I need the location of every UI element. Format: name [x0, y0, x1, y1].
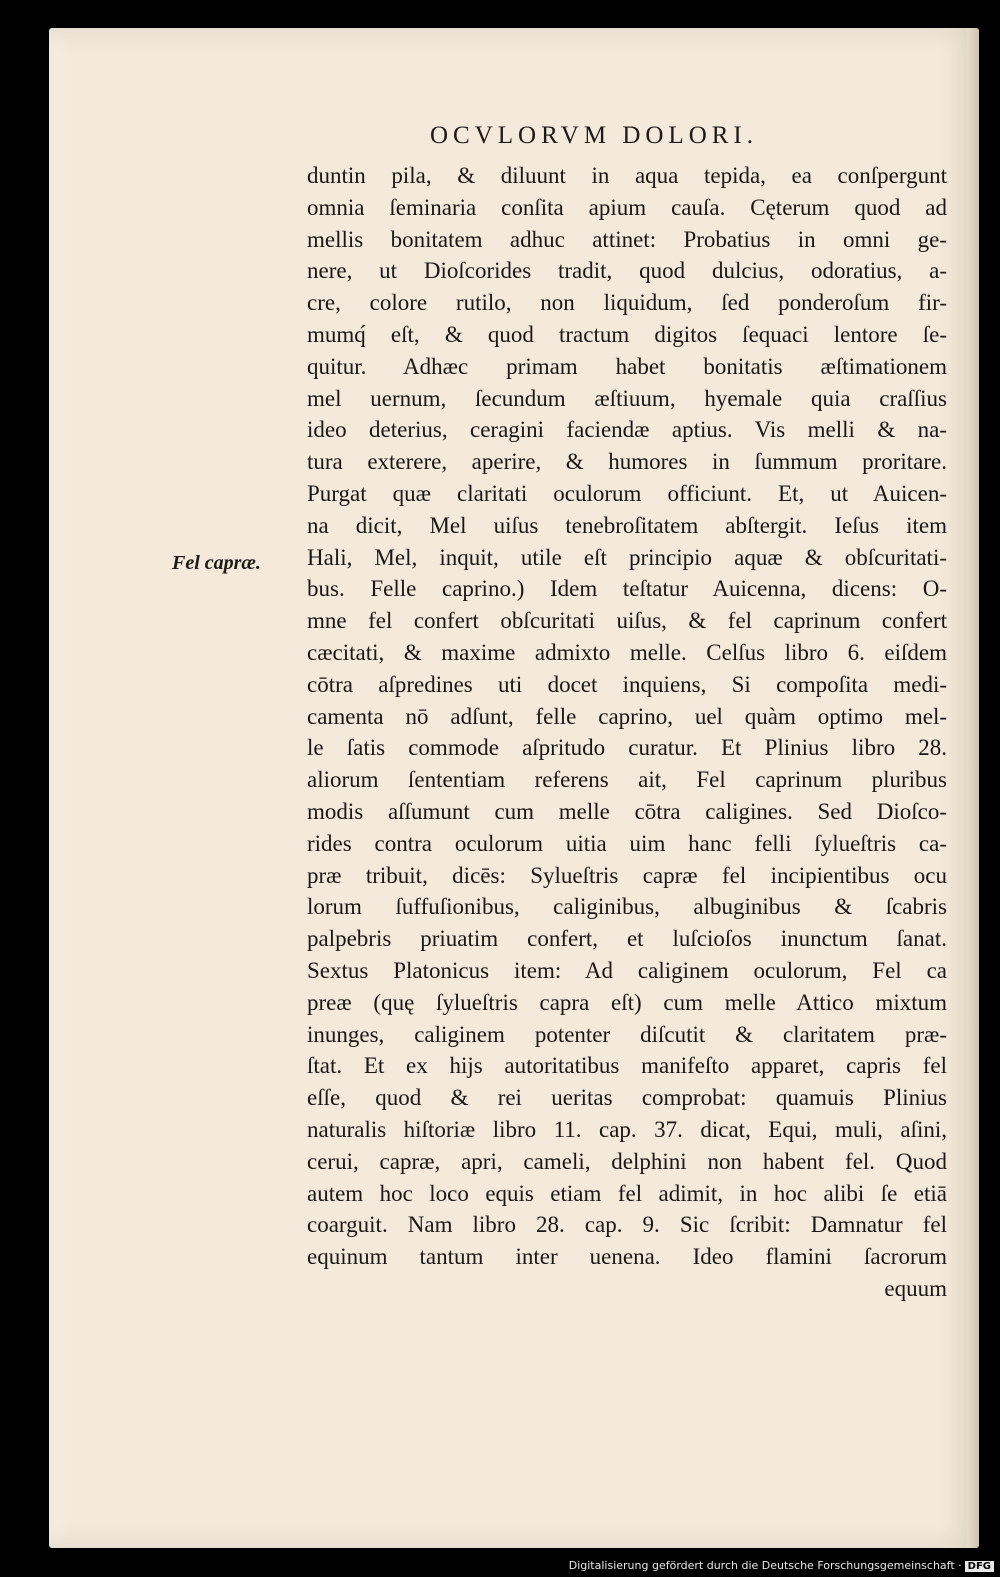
text-line: cre, colore rutilo, non liquidum, ſed ponderoſum fir- [307, 290, 947, 316]
body-text [307, 160, 947, 1305]
text-line: preæ (quę ſylueſtris capra eſt) cum melle Attico mixtum [307, 989, 947, 1015]
text-line: coarguit. Nam libro 28. cap. 9. Sic ſcribit: Damnatur fel [307, 1212, 947, 1238]
text-line: aliorum ſententiam referens ait, Fel caprinum pluribus [307, 767, 947, 793]
text-line: palpebris priuatim confert, et luſcioſos inunctum ſanat. [307, 926, 947, 952]
running-head: OCVLORVM DOLORI. [430, 122, 758, 149]
text-line: lorum ſuffuſionibus, caliginibus, albuginibus & ſcabris [307, 894, 947, 920]
text-line: na dicit, Mel uiſus tenebroſitatem abſtergit. Ieſus item [307, 512, 947, 538]
text-line: mellis bonitatem adhuc attinet: Probatius in omni ge- [307, 226, 947, 252]
text-line: mel uernum, ſecundum æſtiuum, hyemale quia craſſius [307, 385, 947, 411]
credit-text: Digitalisierung gefördert durch die Deutsche Forschungsgemeinschaft · [568, 1559, 962, 1572]
text-line: omnia ſeminaria conſita apium cauſa. Cęterum quod ad [307, 194, 947, 220]
text-line: tura exterere, aperire, & humores in ſummum proritare. [307, 449, 947, 475]
text-line: autem hoc loco equis etiam fel adimit, in hoc alibi ſe etiā [307, 1180, 947, 1206]
text-line: Hali, Mel, inquit, utile eſt principio aquæ & obſcuritati- [307, 544, 947, 570]
text-line: camenta nō adſunt, felle caprino, uel quàm optimo mel- [307, 703, 947, 729]
text-line: ſtat. Et ex hijs autoritatibus manifeſto apparet, capris fel [307, 1053, 947, 1079]
catchword: equum [884, 1275, 947, 1301]
page-edge [967, 28, 979, 1548]
text-line: cerui, capræ, apri, cameli, delphini non habent fel. Quod [307, 1148, 947, 1174]
text-line: equinum tantum inter uenena. Ideo flamini ſacrorum [307, 1244, 947, 1270]
text-line: rides contra oculorum uitia uim hanc felli ſylueſtris ca- [307, 830, 947, 856]
text-line: nere, ut Dioſcorides tradit, quod dulcius, odoratius, a- [307, 258, 947, 284]
dfg-logo: DFG [965, 1561, 994, 1572]
text-line: Purgat quæ claritati oculorum officiunt. Et, ut Auicen- [307, 480, 947, 506]
text-line: inunges, caliginem potenter diſcutit & claritatem præ- [307, 1021, 947, 1047]
text-line: quitur. Adhæc primam habet bonitatis æſtimationem [307, 353, 947, 379]
text-line: cæcitati, & maxime admixto melle. Celſus libro 6. eiſdem [307, 639, 947, 665]
digitization-credit [569, 1559, 994, 1572]
text-line: naturalis hiſtoriæ libro 11. cap. 37. dicat, Equi, muli, aſini, [307, 1116, 947, 1142]
text-line: Sextus Platonicus item: Ad caliginem oculorum, Fel ca [307, 957, 947, 983]
text-line: bus. Felle caprino.) Idem teſtatur Auicenna, dicens: O- [307, 576, 947, 602]
text-line: mne fel confert obſcuritati uiſus, & fel caprinum confert [307, 608, 947, 634]
margin-note: Fel capræ. [172, 552, 261, 574]
text-line: ideo deterius, ceragini faciendæ aptius. Vis melli & na- [307, 417, 947, 443]
text-line: cōtra aſpredines uti docet inquiens, Si compoſita medi- [307, 671, 947, 697]
text-line: le ſatis commode aſpritudo curatur. Et Plinius libro 28. [307, 735, 947, 761]
text-line: mumq́ eſt, & quod tractum digitos ſequaci lentore ſe- [307, 321, 947, 347]
text-line: præ tribuit, dicēs: Sylueſtris capræ fel incipientibus ocu [307, 862, 947, 888]
text-line: modis aſſumunt cum melle cōtra caligines. Sed Dioſco- [307, 798, 947, 824]
text-line: eſſe, quod & rei ueritas comprobat: quamuis Plinius [307, 1085, 947, 1111]
text-line: duntin pila, & diluunt in aqua tepida, ea conſpergunt [307, 163, 947, 188]
